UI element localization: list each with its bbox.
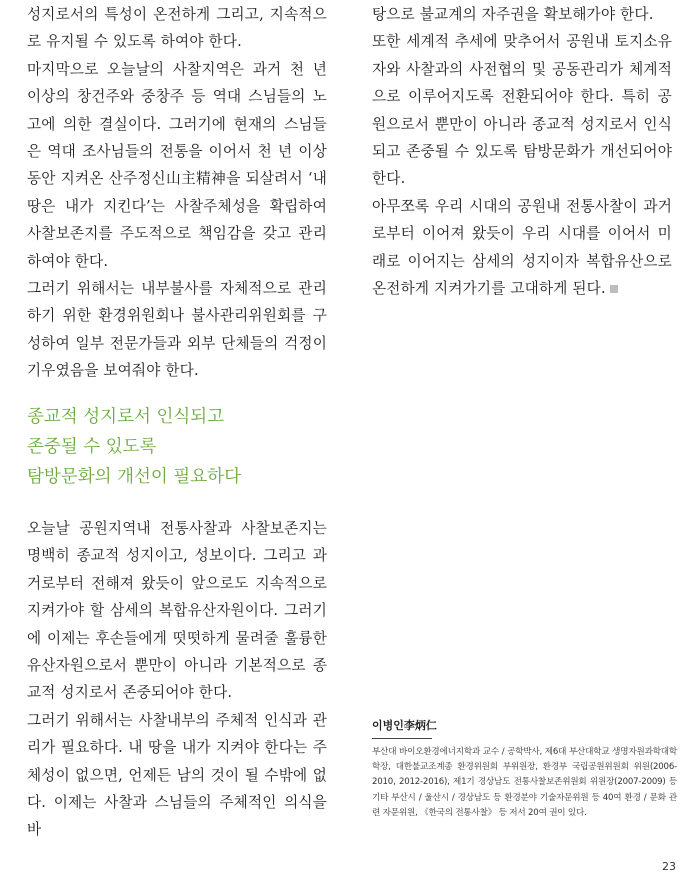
author-name: 이병인李炳仁 <box>372 719 437 732</box>
page-number: 23 <box>662 860 676 873</box>
paragraph-with-end-mark <box>372 193 672 303</box>
paragraph: 그러기 위해서는 사찰내부의 주체적 인식과 관리가 필요하다. 내 땅을 내가 지켜야 한다는 주체성이 없으면, 언제든 남의 것이 될 수밖에 없다. 이제는 사찰과 스님들의 주체적인 의식을 바 <box>27 711 327 839</box>
paragraph: 마지막으로 오늘날의 사찰지역은 과거 천 년 이상의 창건주와 중창주 등 역대 스님들의 노고에 의한 결실이다. 그러기에 현재의 스님들은 역대 조사님들의 전통을 이어서 천 년 이상 동안 지켜온 산주정신山主精神을 되살려서 ‘내 땅은 내가 지킨다’는 사찰주체성을 확립하여 사찰보존지를 주도적으로 책임감을 갖고 관리하여야 한다. <box>27 60 327 270</box>
left-column-top <box>27 0 327 385</box>
author-bio <box>372 714 677 821</box>
heading-line: 탐방문화의 개선이 필요하다 <box>27 467 241 487</box>
author-bio-text: 부산대 바이오환경에너지학과 교수 / 공학박사, 제6대 부산대학교 생명자원과학대학 학장, 대한불교조계종 환경위원회 부위원장, 환경부 국립공원위원회 위원(2006-2010, 2012-2016), 제1기 경상남도 전통사찰보존위원회 위원장(2007-2009) 등 기타 부산시 / 울산시 / 경상남도 등 환경분야 기술자문위원 등 40여 환경 / 문화 관련 자문위원, 《한국의 전통사찰》 등 저서 20여 권이 있다. <box>372 747 677 818</box>
paragraph: 또한 세계적 추세에 맞추어서 공원내 토지소유자와 사찰과의 사전협의 및 공동관리가 체계적으로 이루어지도록 전환되어야 한다. 특히 공원으로서 뿐만이 아니라 종교적 성지로서 인식되고 존중될 수 있도록 탐방문화가 개선되어야 한다. <box>372 33 672 188</box>
paragraph: 성지로서의 특성이 온전하게 그리고, 지속적으로 유지될 수 있도록 하여야 한다. <box>27 6 327 51</box>
left-column-bottom <box>27 515 327 844</box>
section-heading <box>27 402 347 492</box>
paragraph: 그러기 위해서는 내부불사를 자체적으로 관리하기 위한 환경위원회나 불사관리위원회를 구성하여 일부 전문가들과 외부 단체들의 걱정이 기우였음을 보여줘야 한다. <box>27 280 327 380</box>
right-column <box>372 0 672 302</box>
paragraph: 오늘날 공원지역내 전통사찰과 사찰보존지는 명백히 종교적 성지이고, 성보이다. 그리고 과거로부터 전해져 왔듯이 앞으로도 지속적으로 지켜가야 할 삼세의 복합유산자원이다. 그러기에 이제는 후손들에게 떳떳하게 물려줄 훌륭한 유산자원으로서 뿐만이 아니라 기본적으로 종교적 성지로서 존중되어야 한다. <box>27 520 327 702</box>
heading-line: 종교적 성지로서 인식되고 <box>27 407 225 427</box>
paragraph-text: 아무쪼록 우리 시대의 공원내 전통사찰이 과거로부터 이어져 왔듯이 우리 시대를 이어서 미래로 이어지는 삼세의 성지이자 복합유산으로 온전하게 지켜가기를 고대하게 된다. <box>372 197 672 298</box>
divider <box>372 738 432 739</box>
paragraph: 탕으로 불교계의 자주권을 확보해가야 한다. <box>372 6 654 23</box>
end-of-article-icon <box>610 285 618 293</box>
heading-line: 존중될 수 있도록 <box>27 437 157 457</box>
